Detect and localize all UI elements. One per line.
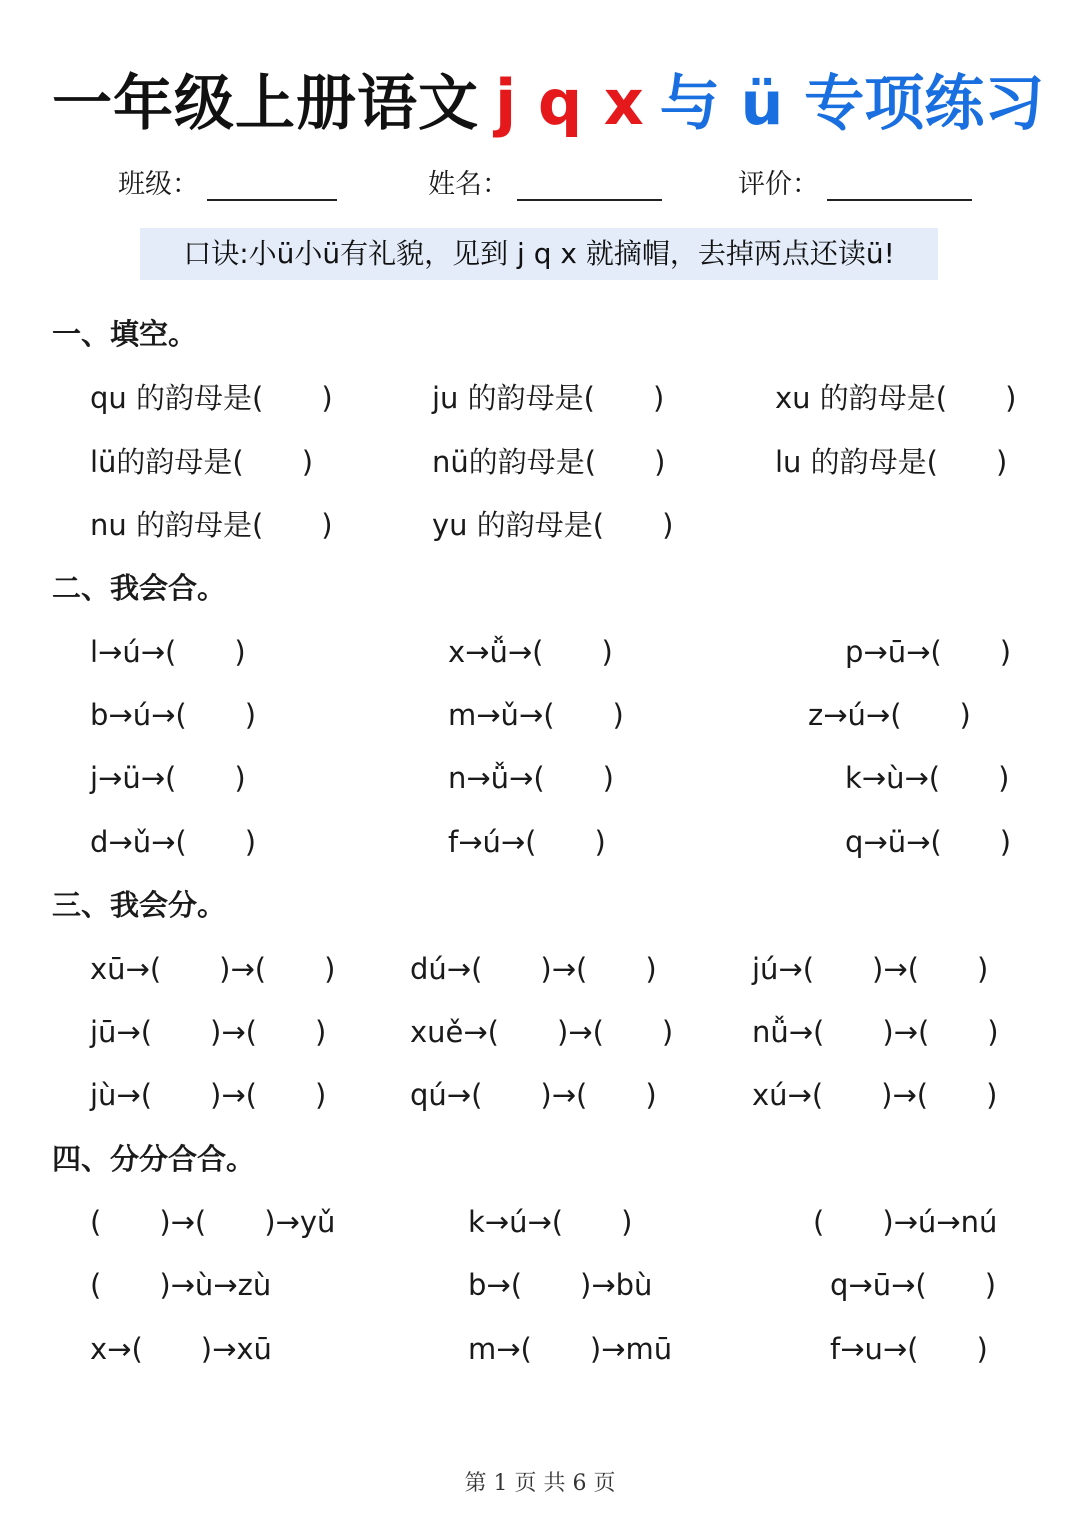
section-4-title: 四、分分合合。 [52, 1142, 256, 1176]
combine-item: x→ǚ→( ) [448, 635, 613, 669]
title-letters: j q x [495, 66, 644, 139]
fill-item: nü的韵母是( ) [432, 445, 666, 479]
combine-item: n→ǚ→( ) [448, 761, 614, 795]
page-number: 第 1 页 共 6 页 [464, 1471, 616, 1496]
class-field [118, 162, 337, 201]
grade-field [738, 162, 972, 201]
split-combine-item: x→( )→xū [90, 1332, 272, 1366]
combine-item: j→ü→( ) [90, 761, 246, 795]
combine-item: q→ü→( ) [845, 825, 1012, 859]
fill-item: yu 的韵母是( ) [432, 508, 674, 542]
name-field [428, 162, 662, 201]
fill-item: qu 的韵母是( ) [90, 381, 333, 415]
split-item: dú→( )→( ) [410, 952, 657, 986]
split-item: nǚ→( )→( ) [752, 1015, 999, 1049]
split-item: qú→( )→( ) [410, 1078, 657, 1112]
student-info-fields [0, 162, 1080, 206]
section-3-title: 三、我会分。 [52, 888, 227, 922]
split-item: xú→( )→( ) [752, 1078, 998, 1112]
section-2-title: 二、我会合。 [52, 571, 227, 605]
combine-item: m→ǔ→( ) [448, 698, 624, 732]
name-label: 姓名： [428, 169, 509, 200]
section-1-title: 一、填空。 [52, 317, 198, 351]
combine-item: z→ú→( ) [808, 698, 971, 732]
grade-blank[interactable] [827, 169, 972, 201]
mnemonic-banner: 口诀:小ü小ü有礼貌，见到 j q x 就摘帽，去掉两点还读ü! [140, 228, 938, 280]
title-topic: 与 ü 专项练习 [659, 69, 1045, 139]
split-item: xuě→( )→( ) [410, 1015, 674, 1049]
split-combine-item: ( )→ù→zù [90, 1268, 272, 1302]
split-item: jū→( )→( ) [90, 1015, 327, 1049]
combine-item: d→ǔ→( ) [90, 825, 257, 859]
split-combine-item: b→( )→bù [468, 1268, 653, 1302]
combine-item: b→ú→( ) [90, 698, 257, 732]
name-blank[interactable] [517, 169, 662, 201]
fill-item: xu 的韵母是( ) [775, 381, 1017, 415]
fill-item: lü的韵母是( ) [90, 445, 314, 479]
split-item: jú→( )→( ) [752, 952, 989, 986]
class-blank[interactable] [207, 169, 337, 201]
combine-item: f→ú→( ) [448, 825, 606, 859]
split-combine-item: ( )→( )→yǔ [90, 1205, 336, 1239]
split-combine-item: k→ú→( ) [468, 1205, 633, 1239]
worksheet-title [52, 58, 1045, 148]
fill-item: lu 的韵母是( ) [775, 445, 1008, 479]
combine-item: p→ū→( ) [845, 635, 1012, 669]
split-item: jù→( )→( ) [90, 1078, 327, 1112]
grade-label: 评价： [738, 169, 819, 200]
split-combine-item: m→( )→mū [468, 1332, 673, 1366]
fill-item: nu 的韵母是( ) [90, 508, 333, 542]
split-item: xū→( )→( ) [90, 952, 336, 986]
split-combine-item: q→ū→( ) [830, 1268, 997, 1302]
fill-item: ju 的韵母是( ) [432, 381, 665, 415]
split-combine-item: f→u→( ) [830, 1332, 988, 1366]
combine-item: l→ú→( ) [90, 635, 246, 669]
title-main: 一年级上册语文 [52, 69, 479, 139]
combine-item: k→ù→( ) [845, 761, 1010, 795]
class-label: 班级： [118, 169, 199, 200]
split-combine-item: ( )→ú→nú [813, 1205, 998, 1239]
